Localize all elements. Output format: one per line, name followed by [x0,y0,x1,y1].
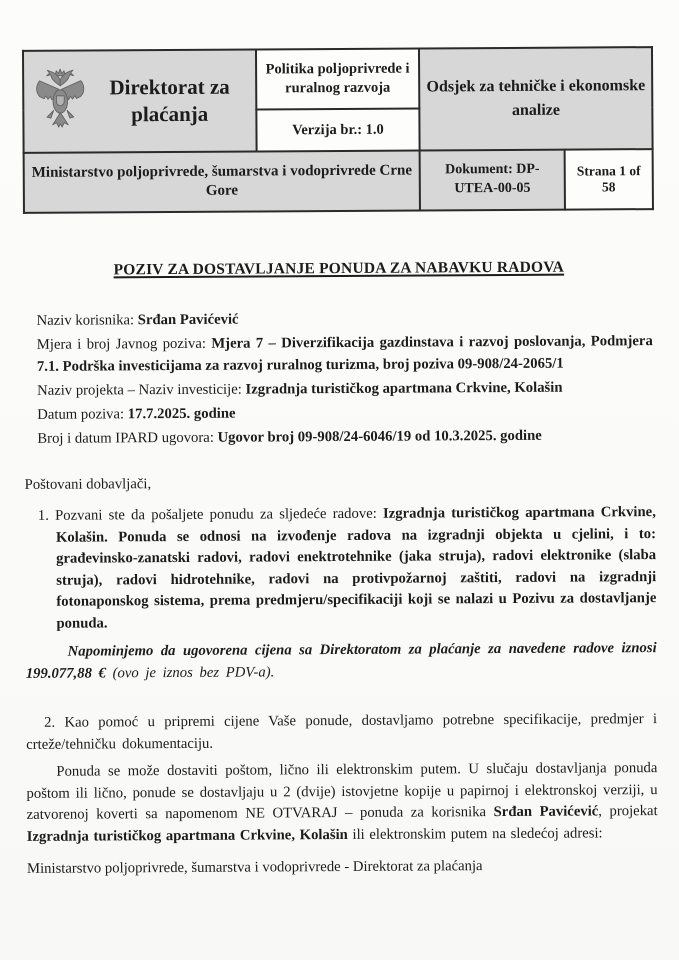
field-value: 17.7.2025. godine [127,405,236,423]
price-note-regular: (ovo je iznos bez PDV-a). [112,663,275,681]
paragraph-3-segment: ili elektronskim putem na sledećoj adresi: [347,824,603,843]
list-item-1 [25,502,657,635]
field-label: Datum poziva: [37,406,125,423]
address-line: Ministarstvo poljoprivrede, šumarstva i vodoprivrede - Direktorat za plaćanja [26,858,483,877]
field-label: Mjera i broj Javnog poziva: [36,335,206,353]
field-value: Srđan Pavićević [137,311,239,329]
paragraph-3-segment: Ponuda se može dostaviti poštom, lično ili elektronskim putem. U slučaju dostavljanja ponuda poštom ili lično, ponude se dostavljaju u 2 (dvije) istovjetne kopije u papirnoj i elektronskoj verziji, u zatvorenoj koverti sa napomenom NE OTVARAJ – ponuda za korisnika [26,760,658,823]
field-value: Ugovor broj 09-908/24-6046/19 od 10.3.2025. godine [217,427,542,446]
paragraph-2: 2. Kao pomoć u pripremi cijene Vaše ponude, dostavljamo potrebne specifikacije, predmjer i crteže/tehničku dokumentaciju. [26,711,658,753]
field-row-naziv-projekta [37,376,653,402]
field-row-datum-poziva [37,400,653,426]
paragraph-3-beneficiary: Srđan Pavićević [493,803,599,821]
field-row-ipard-ugovor [37,424,653,450]
field-label: Naziv projekta – Naziv investicije: [37,381,242,399]
list-item-intro: Pozvani ste da pošaljete ponudu za sljedeće radove: [55,505,377,524]
field-list [24,306,656,450]
salutation: Poštovani dobavljači, [24,476,152,493]
field-label: Broj i datum IPARD ugovora: [37,429,214,447]
header-logo-cell [23,50,256,153]
field-label: Naziv korisnika: [36,312,135,329]
document-title: POZIV ZA DOSTAVLJANJE PONUDA ZA NABAVKU RADOVA [113,258,565,279]
paragraph-3 [26,758,658,848]
list-item-body: Izgradnja turističkog apartmana Crkvine, Kolašin. Ponuda se odnosi na izvođenje radova na izgradnji objekta u cjelini, i to: građevinsko-zanatski radovi, radovi enektrotehnike (jaka struja), radovi elektronike (slaba struja), radovi hidrotehnike, radovi na protivpožarnoj zaštiti, radovi na izgradnji fotonaponskog sistema, prema predmjeru/specifikaciji koji se nalazi u Pozivu za dostavljanje ponuda. [55,504,657,632]
field-row-naziv-korisnika [37,306,653,332]
page-number: Strana 1 of 58 [565,149,653,210]
coat-of-arms-icon [32,66,88,138]
price-note [26,638,657,685]
org-title: Direktorat za plaćanja [109,74,230,127]
page-content [0,46,679,880]
ministry-title: Ministarstvo poljoprivrede, šumarstva i vodoprivrede Crne Gore [24,151,421,213]
field-value: Mjera 7 – Diverzifikacija gazdinstava i razvoj poslovanja, Podmjera 7.1. Podrška investicijama za razvoj ruralnog turizma, broj poziva 09-908/24-2065/1 [36,333,653,375]
document-code: Dokument: DP-UTEA-00-05 [420,150,565,211]
list-item-number: 1. [37,507,49,524]
paragraph-3-project: Izgradnja turističkog apartmana Crkvine, Kolašin [26,826,348,845]
department-title: Odsjek za tehničke i ekonomske analize [419,47,652,150]
document-header-table [22,46,654,214]
version-label: Verzija br.: 1.0 [256,109,420,152]
paragraph-3-segment: , projekat [598,803,658,820]
field-value: Izgradnja turističkog apartmana Crkvine, Kolašin [245,379,563,398]
field-row-mjera [37,330,653,378]
price-note-bold: Napominjemo da ugovorena cijena sa Direktoratom za plaćanje za navedene radove iznosi 199.077,88 € [25,640,657,682]
policy-title: Politika poljoprivrede i ruralnog razvoja [256,49,420,110]
